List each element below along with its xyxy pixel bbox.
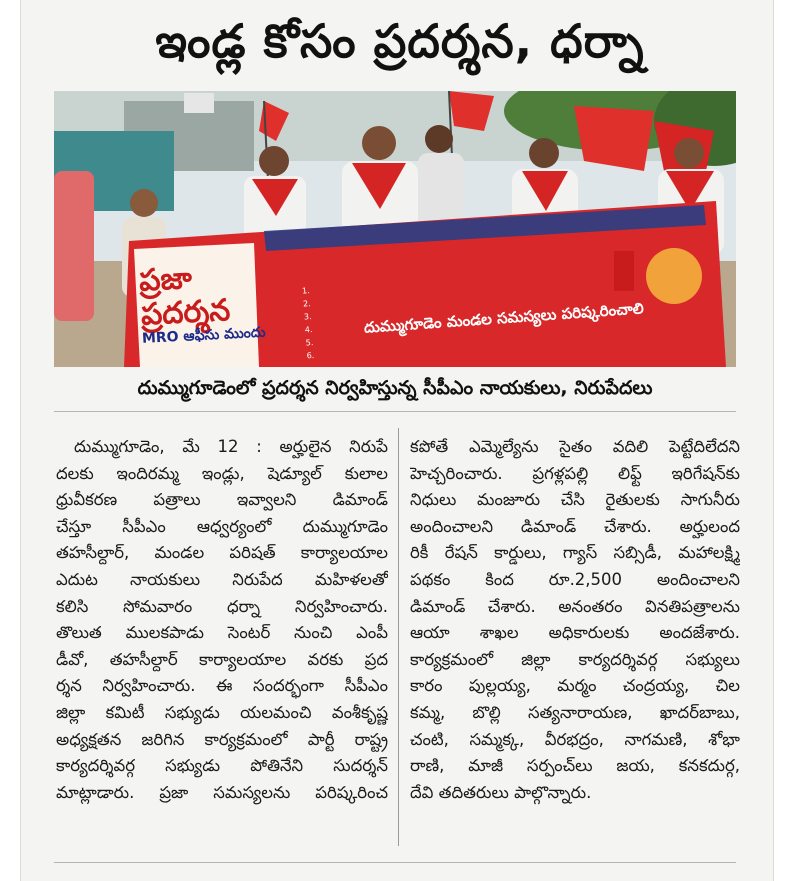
- news-photo: [54, 91, 736, 367]
- photo-caption: దుమ్ముగూడెంలో ప్రదర్శన నిర్వహిస్తున్న సీపీఎం నాయకులు, నిరుపేదలు: [137, 377, 653, 399]
- text-line: కార్యక్రమంలో జిల్లా కార్యదర్శివర్గ సభ్యులు: [410, 649, 740, 669]
- text-line: కపోతే ఎమ్మెల్యేను సైతం వదిలి పెట్టేదిలేదని: [410, 437, 740, 456]
- text-line: తొలుత ములకపాడు సెంటర్ నుంచి ఎంపీ: [56, 623, 388, 643]
- text-line: రికీ రేషన్ కార్డులు, గ్యాస్ సబ్సిడీ, మహాలక్ష్మి: [410, 543, 740, 563]
- text-line: దేవి తదితరులు పాల్గొన్నారు.: [410, 782, 592, 802]
- banner-line: 6.: [306, 350, 315, 361]
- text-line: నిధులు మంజూరు చేసి రైతులకు సాగునీరు: [410, 490, 740, 510]
- banner-line: 5.: [305, 337, 314, 348]
- text-line: తహసీల్దార్, మండల పరిషత్ కార్యాలయాల: [56, 543, 388, 563]
- text-line: ర్శన నిర్వహించారు. ఈ సందర్భంగా సీపీఎం: [56, 676, 388, 696]
- text-line: డిమాండ్ చేశారు. అనంతరం వినతిపత్రాలను: [410, 596, 740, 616]
- banner-line: 3.: [303, 312, 312, 322]
- text-line: దుమ్ముగూడెం, మే 12 : అర్హులైన నిరుపే: [74, 437, 388, 456]
- column-divider: [398, 428, 399, 846]
- text-line: హెచ్చరించారు. ప్రగళ్లపల్లి లిఫ్ట్ ఇరిగేషన్‌కు: [410, 463, 740, 483]
- article-column-left: [56, 434, 388, 854]
- text-line: అందించాలని డిమాండ్ చేశారు. అర్హులంద: [410, 516, 740, 536]
- banner-side-text: ప్రజా ప్రదర్శన: [138, 260, 232, 333]
- text-line: చేస్తూ సీపీఎం ఆధ్వర్యంలో దుమ్ముగూడెం: [56, 516, 388, 536]
- text-line: దలకు ఇందిరమ్మ ఇండ్లు, షెడ్యూల్ కులాల: [56, 463, 388, 483]
- banner-mro-text: MRO ఆఫీసు ముందు: [141, 324, 266, 347]
- text-line: పథకం కింద రూ.2,500 అందించాలని: [410, 569, 740, 589]
- text-line: ధ్రువీకరణ పత్రాలు ఇవ్వాలని డిమాండ్: [56, 490, 388, 510]
- text-line: రాణి, మాజీ సర్పంచ్‌లు జయ, కనకదుర్గ,: [410, 756, 740, 776]
- text-line: కలిసి సోమవారం ధర్నా నిర్వహించారు.: [56, 596, 388, 616]
- banner-title: దుమ్ముగూడెం మండల సమస్యలు పరిష్కరించాలి: [363, 299, 645, 337]
- text-line: జిల్లా కమిటీ సభ్యుడు యలమంచి వంశీకృష్ణ: [56, 702, 388, 722]
- banner-line: 4.: [304, 324, 313, 335]
- text-line: మాట్లాడారు. ప్రజా సమస్యలను పరిష్కరించ: [56, 782, 388, 802]
- text-line: కమ్మ, బొల్లి సత్యనారాయణ, ఖాదర్‌బాబు,: [410, 702, 740, 722]
- text-line: అధ్యక్షతన జరిగిన కార్యక్రమంలో పార్టీ రాష్ట్ర: [56, 729, 388, 749]
- text-line: ఎదుట నాయకులు నిరుపేద మహిళలతో: [56, 569, 388, 589]
- headline: ఇండ్ల కోసం ప్రదర్శన, ధర్నా: [155, 14, 645, 68]
- bottom-divider: [54, 862, 736, 863]
- text-line: కారం పుల్లయ్య, మర్మం చంద్రయ్య, చిల: [410, 676, 740, 696]
- article-column-right: [410, 434, 740, 854]
- text-line: చంటి, సమ్మక్క, వీరభద్రం, నాగమణి, శోభా: [410, 729, 740, 749]
- caption-divider: [54, 411, 736, 412]
- text-line: డీవో, తహసీల్దార్ కార్యాలయాల వరకు ప్రద: [56, 649, 388, 669]
- banner-line: 1.: [301, 286, 311, 296]
- banner-line: 2.: [302, 299, 311, 309]
- text-line: కార్యదర్శివర్గ సభ్యుడు పోతినేని సుదర్శన్: [56, 756, 388, 776]
- text-line: ఆయా శాఖల అధికారులకు అందజేశారు.: [410, 623, 740, 643]
